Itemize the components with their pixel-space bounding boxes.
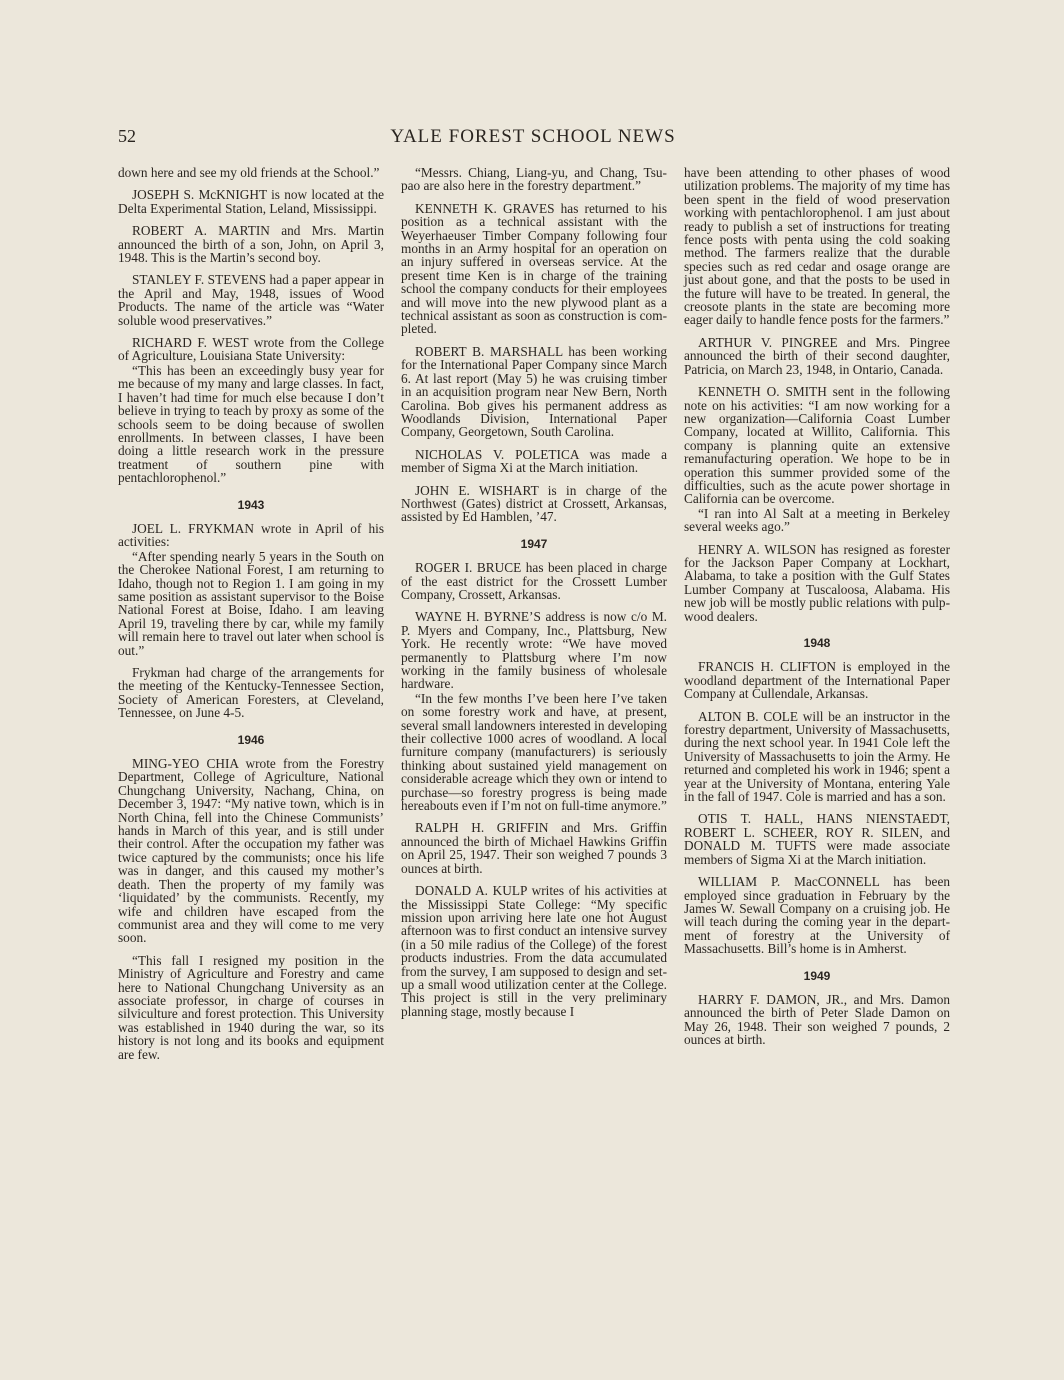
class-year-heading: 1946 <box>237 732 265 747</box>
paragraph: ARTHUR V. PINGREE and Mrs. Pingree announced the birth of their second daughter, Patricia, on March 23, 1948, in Ontario, Canada. <box>684 334 950 377</box>
page-number: 52 <box>118 126 136 146</box>
paragraph: OTIS T. HALL, HANS NIENSTAEDT, ROBERT L. SCHEER, ROY R. SILEN, and DONALD M. TUFTS were made associate members of Sigma Xi at the March initiation. <box>684 811 950 867</box>
paragraph: NICHOLAS V. POLETICA was made a member of Sigma Xi at the March initiation. <box>401 446 667 476</box>
paragraph: RICHARD F. WEST wrote from the College of Agriculture, Louisiana State University: <box>118 335 384 364</box>
column-left <box>118 166 384 1070</box>
paragraph: HENRY A. WILSON has resigned as forester for the Jackson Paper Company at Lockhart, Alabama, to take a position with the Gulf States Lumber Company at Tuscaloosa, Alabama. His new job will be mostly public relations with pulpwood dealers. <box>684 541 950 624</box>
paragraph: ROGER I. BRUCE has been placed in charge of the east district for the Crossett Lumber Company, Crossett, Arkansas. <box>401 560 667 602</box>
paragraph: JOHN E. WISHART is in charge of the Northwest (Gates) district at Crossett, Arkansas, assisted by Ed Hamblen, ’47. <box>401 482 667 525</box>
column-right <box>684 166 950 1056</box>
column-middle <box>401 166 667 1027</box>
paragraph: FRANCIS H. CLIFTON is employed in the woodland department of the International Paper Company at Cullendale, Arkansas. <box>684 659 950 702</box>
paragraph: ALTON B. COLE will be an instructor in the forestry department, University of Massachusetts, during the next school year. In 1941 Cole left the University of Massachusetts to join the Army. He returned and completed his work in 1946; spent a year at the University of Montana, entering Yale in the fall of 1947. Cole is married and has a son. <box>684 708 950 805</box>
paragraph: DONALD A. KULP writes of his activities at the Mississippi State College: “My specific mission upon arriving here late one hot August afternoon was to first conduct an intensive survey (in a 50 mile radius of the College) of the forest products industries. From the data accumulated from the survey, I am supposed to design and set-up a small wood utilization center at the College. This project is still in the very preliminary planning stage, mostly because I <box>401 883 667 1019</box>
paragraph: have been attending to other phases of wood utilization problems. The majority of my time has been spent in the field of wood preservation working with pentachlorophenol. I am just about ready to publish a set of instructions for treating fence posts with penta using the cold soaking method. The farmers realize that the durable species such as red cedar and osage orange are just about gone, and that the posts to be used in the future will have to be treated. In general, the creosote plants in the state are becoming more eager daily to handle fence posts for the farmers.” <box>684 165 950 328</box>
paragraph: ROBERT A. MARTIN and Mrs. Martin announced the birth of a son, John, on April 3, 1948. This is the Martin’s second boy. <box>118 223 384 266</box>
paragraph: “Messrs. Chiang, Liang-yu, and Chang, Tsu-pao are also here in the forestry department.” <box>401 165 667 194</box>
paragraph: KENNETH O. SMITH sent in the following note on his activities: “I am now working for a new organization—California Coast Lumber Company, located at Willito, California. This company is planning quite an extensive remanufacturing operation. We hope to be in operation this summer provided some of the difficulties, such as the acute power shortage in California can be overcome. <box>684 384 950 507</box>
paragraph: “In the few months I’ve been here I’ve taken on some forestry work and have, at present, several small landowners interested in developing their collective 1000 acres of woodland. A local furniture company (manufacturers) is seriously thinking about sustained yield management on considerable acreage which they own or intend to purchase—so forestry progress is being made hereabouts even if I’m not on full-time anymore.” <box>401 690 667 814</box>
paragraph: MING-YEO CHIA wrote from the Forestry Department, College of Agriculture, National Chungchang University, Nachang, China, on December 3, 1947: “My native town, which is in North China, fell into the Chinese Communists’ hands in March of this year, and is still under their control. After the occupation my father was twice captured by the communists; once his life was in danger, and this caused my mother’s death. Then the property of my family was ‘liquidated’ by the communists. Recently, my wife and children have escaped from the communist area and they will come to me very soon. <box>118 756 384 946</box>
running-title: YALE FOREST SCHOOL NEWS <box>390 126 676 147</box>
paragraph: WAYNE H. BYRNE’S address is now c/o M. P. Myers and Company, Inc., Plattsburg, New York. He recently wrote: “We have moved permanently to Plattsburg where I’m now working in the family business of wholesale hardware. <box>401 609 667 692</box>
paragraph: ROBERT B. MARSHALL has been working for the International Paper Company since March 6. At last report (May 5) he was cruising timber in an acquisition program near New Bern, North Carolina. Bob gives his permanent address as Woodlands Division, International Paper Company, Georgetown, South Carolina. <box>401 343 667 440</box>
class-year-heading: 1947 <box>520 536 548 551</box>
paragraph: RALPH H. GRIFFIN and Mrs. Griffin announced the birth of Michael Hawkins Griffin on April 25, 1947. Their son weighed 7 pounds 3 ounces at birth. <box>401 820 667 876</box>
paragraph: KENNETH K. GRAVES has returned to his position as a technical assistant with the Weyerhaeuser Timber Company following four months in an Army hospital for an operation on an injury suffered in overseas service. At the present time Ken is in charge of the training school the company conducts for their employees and will move into the new plywood plant as a technical assistant as soon as construction is completed. <box>401 200 667 337</box>
paragraph: JOSEPH S. McKNIGHT is now located at the Delta Experimental Station, Leland, Mississippi. <box>118 187 384 216</box>
paragraph: “After spending nearly 5 years in the South on the Cherokee National Forest, I am returning to Idaho, though not to Region 1. I am going in my same position as assistant supervisor to the Boise National Forest at Boise, Idaho. I am leaving April 19, traveling there by car, while my family will remain here to travel out later when school is out.” <box>118 548 384 658</box>
paragraph: HARRY F. DAMON, JR., and Mrs. Damon announced the birth of Peter Slade Damon on May 26, 1948. Their son weighed 7 pounds, 2 ounces at birth. <box>684 991 950 1048</box>
paragraph: “This has been an exceedingly busy year for me because of my many and large classes. In fact, I haven’t had time for much else because I don’t believe in trying to teach by proxy as some of the schools seem to be doing because of swollen enrollments. In between classes, I have been doing a little research work in the pressure treatment of southern pine with pentachlorophenol.” <box>118 362 384 486</box>
class-year-heading: 1943 <box>237 497 265 512</box>
paragraph: JOEL L. FRYKMAN wrote in April of his activities: <box>118 520 384 550</box>
paragraph: WILLIAM P. MacCONNELL has been employed since graduation in February by the James W. Sewall Company on a cruising job. He will teach during the coming year in the department of forestry at the University of Massachusetts. Bill’s home is in Amherst. <box>684 874 950 957</box>
paragraph: Frykman had charge of the arrangements for the meeting of the Kentucky-Tennessee Section, Society of American Foresters, at Cleveland, Tennessee, on June 4-5. <box>118 665 384 721</box>
paragraph: down here and see my old friends at the School.” <box>118 165 380 180</box>
paragraph: “This fall I resigned my position in the Ministry of Agriculture and Forestry and came here to National Chungchang University as an associate professor, in charge of courses in silviculture and forest protection. This University was established in 1940 during the war, so its history is not long and its books and equipment are few. <box>118 952 384 1062</box>
page-header <box>118 126 948 152</box>
class-year-heading: 1948 <box>803 636 831 650</box>
class-year-heading: 1949 <box>803 968 831 983</box>
paragraph: “I ran into Al Salt at a meeting in Berkeley several weeks ago.” <box>684 505 950 535</box>
paragraph: STANLEY F. STEVENS had a paper appear in the April and May, 1948, issues of Wood Products. The name of the article was “Water soluble wood preservatives.” <box>118 272 384 328</box>
